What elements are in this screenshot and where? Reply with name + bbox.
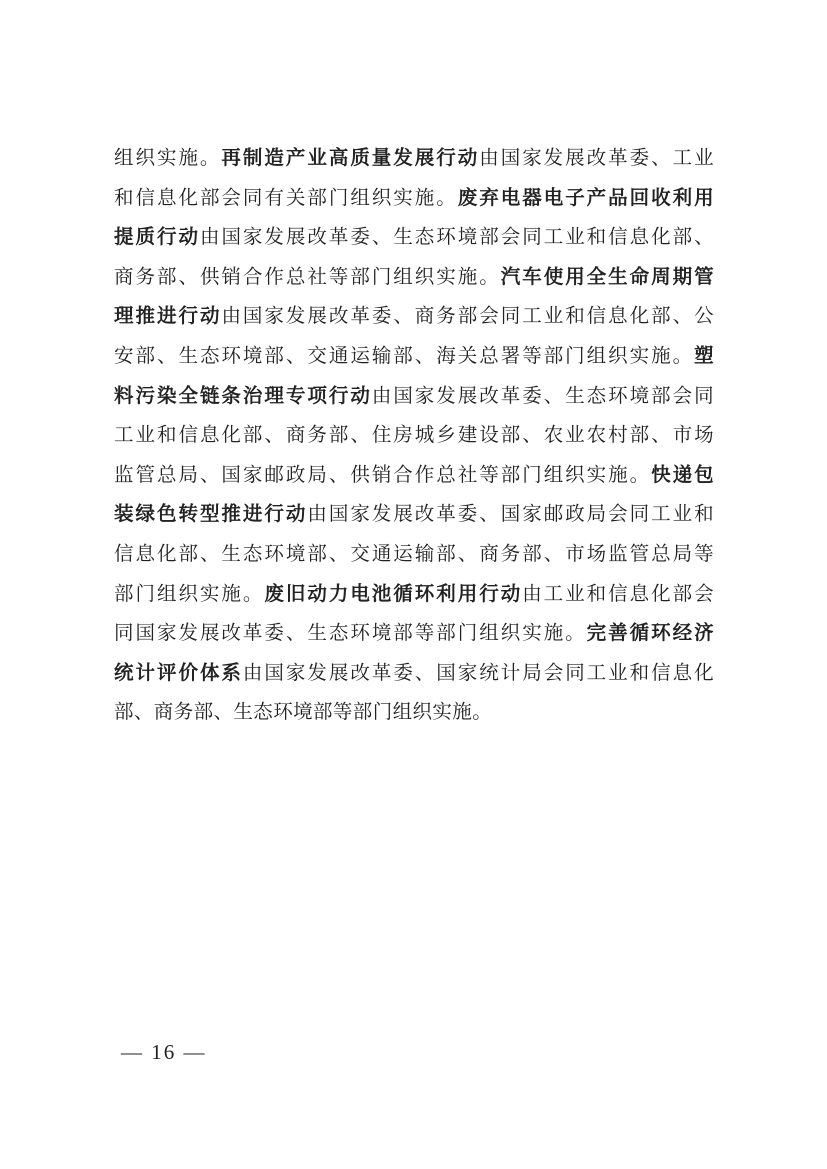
body-text: 由国家发展改革委、商务部会同工业和信息化部、公 — [221, 304, 714, 328]
text-line — [114, 692, 714, 732]
body-text: 由工业和信息化部会 — [522, 581, 714, 605]
body-text: 同国家发展改革委、生态环境部等部门组织实施。 — [114, 621, 587, 645]
body-text: 由国家发展改革委、生态环境部会同工业和信息化部、 — [199, 225, 714, 249]
bold-action-title: 统计评价体系 — [114, 660, 243, 684]
body-text: 由国家发展改革委、生态环境部会同 — [371, 383, 714, 407]
page-number: — 16 — — [121, 1040, 207, 1064]
bold-action-title: 废弃电器电子产品回收利用 — [457, 185, 714, 209]
text-line — [114, 336, 714, 376]
text-line — [114, 613, 714, 653]
bold-action-title: 快递包 — [651, 462, 714, 486]
text-line — [114, 534, 714, 574]
body-text: 由国家发展改革委、工业 — [479, 146, 714, 169]
text-line — [114, 455, 714, 495]
body-text: 由国家发展改革委、国家统计局会同工业和信息化 — [242, 660, 714, 684]
body-text: 信息化部、生态环境部、交通运输部、商务部、市场监管总局等 — [114, 541, 714, 565]
body-text: 组织实施。 — [114, 146, 222, 169]
body-text: 商务部、供销合作总社等部门组织实施。 — [114, 264, 501, 288]
text-line — [114, 296, 714, 336]
text-line — [114, 257, 714, 297]
bold-action-title: 完善循环经济 — [586, 621, 714, 645]
text-line — [114, 415, 714, 455]
text-line — [114, 178, 714, 218]
text-line — [114, 376, 714, 416]
bold-action-title: 理推进行动 — [114, 304, 222, 328]
bold-action-title: 料污染全链条治理专项行动 — [114, 383, 372, 407]
text-line — [114, 653, 714, 693]
bold-action-title: 汽车使用全生命周期管 — [500, 264, 714, 288]
body-text: 部、商务部、生态环境部等部门组织实施。 — [114, 700, 493, 724]
body-text: 工业和信息化部、商务部、住房城乡建设部、农业农村部、市场 — [114, 423, 714, 447]
bold-action-title: 废旧动力电池循环利用行动 — [264, 581, 523, 605]
bold-action-title: 再制造产业高质量发展行动 — [221, 146, 480, 169]
body-text: 由国家发展改革委、国家邮政局会同工业和 — [307, 502, 714, 526]
document-body — [114, 138, 714, 732]
text-line — [114, 494, 714, 534]
text-line — [114, 574, 714, 614]
body-text: 部门组织实施。 — [114, 581, 265, 605]
text-line — [114, 138, 714, 178]
body-text: 监管总局、国家邮政局、供销合作总社等部门组织实施。 — [114, 462, 652, 486]
bold-action-title: 提质行动 — [114, 225, 200, 249]
text-line — [114, 217, 714, 257]
bold-action-title: 塑 — [694, 343, 714, 367]
bold-action-title: 装绿色转型推进行动 — [114, 502, 308, 526]
body-text: 安部、生态环境部、交通运输部、海关总署等部门组织实施。 — [114, 343, 695, 367]
body-text: 和信息化部会同有关部门组织实施。 — [114, 185, 458, 209]
